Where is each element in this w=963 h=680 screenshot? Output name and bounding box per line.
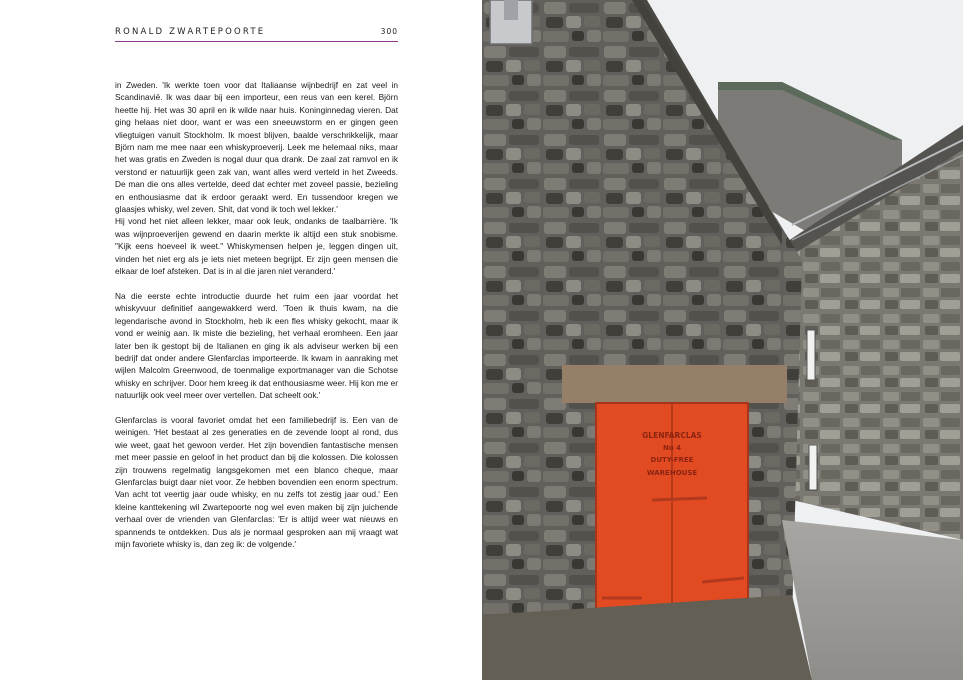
road (782, 520, 963, 680)
paragraph: in Zweden. 'Ik werkte toen voor dat Italiaanse wijnbedrijf en zat veel in Scandinavië. Ik was daar bij een importeur, een reus van een kerel. Björn heette hij. Het was 30 april en ik wilde naar huis. Koninginnedag vieren. Dat ging helaas niet door, want er was een sneeuwstorm en er gingen geen vliegtuigen vanuit Stockholm. Ik moest blijven, baalde verschrikkelijk, maar Björn nam me mee naar een whiskyproeverij. Leek me helemaal niks, maar het was gratis en Zweden is nogal duur qua drank. De zaal zat ramvol en ik verstond er natuurlijk geen zak van, want alles werd verteld in het Zweeds. De man die ons alles vertelde, deed dat echter met zoveel passie, bezieling en enthousiasme dat ik erdoor geraakt werd. En tussendoor kregen we glaasjes whisky, wel zeven. Shit, dat vond ik toch wel lekker.' (115, 80, 398, 215)
svg-text:No 4: No 4 (663, 444, 681, 452)
photo-illustration (482, 0, 963, 680)
svg-text:WAREHOUSE: WAREHOUSE (646, 469, 698, 477)
paragraph: Hij vond het niet alleen lekker, maar ook leuk, ondanks de taalbarrière. 'Ik was wijnproeverijen gewend en daarin merkte ik altijd een stuk snobisme. "Kijk eens hoeveel ik weet." Whiskymensen helpen je, leggen dingen uit, vinden het niet erg als je iets niet meteen begrijpt. Er zijn geen mensen die elkaar de loef afsteken. Dat is in al die jaren niet veranderd.' (115, 216, 398, 277)
window-1 (807, 330, 815, 380)
body-text (115, 79, 398, 550)
author-name: RONALD ZWARTEPOORTE (115, 27, 266, 37)
paragraph: Na die eerste echte introductie duurde het ruim een jaar voordat het whiskyvuur definitief aangewakkerd werd. 'Toen ik thuis kwam, na die legendarische avond in Stockholm, heb ik een fles whisky gekocht, maar ik vond er weinig aan. Ik miste die bezieling, het verhaal eromheen. Een jaar later ben ik gestopt bij de Italianen en ging ik als adviseur werken bij een bedrijf dat onder andere Glenfarclas importeerde. Ik kwam in aanraking met wijlen Malcolm Greenwood, de toenmalige exportmanager van die Schotse whisky en schrijver. Door hem kreeg ik dat enthousiasme weer. Hij kon me er natuurlijk ook veel meer over vertellen. Dat scheelt ook.' (115, 290, 398, 401)
running-head (115, 27, 398, 42)
page-number: 300 (380, 27, 398, 36)
svg-text:GLENFARCLAS: GLENFARCLAS (642, 431, 702, 440)
window-2 (809, 445, 817, 490)
svg-text:DUTY-FREE: DUTY-FREE (650, 456, 694, 464)
warehouse-photo (482, 0, 963, 680)
paragraph: Glenfarclas is vooral favoriet omdat het een familiebedrijf is. Een van de weinigen. 'Het bestaat al zes generaties en de zevende loopt al rond, dus wie weet, gaat het gewoon verder. Het zijn bovendien fantastische mensen met meer passie en geloof in het product dan bij die kolossen. Die kolossen zijn trouwens regelmatig langsgekomen met een blanco cheque, maar Glenfarclas buigt daar niet voor. Ze hebben bovendien een enorm spectrum. Van acht tot veertig jaar oude whisky, en nu zelfs tot zestig jaar oud.' Een kleine kanttekening wil Zwartepoorte nog wel even maken bij zijn juichende verhaal over de vrienden van Glenfarclas: 'Er is altijd weer wat nieuws en spannends te ontdekken. Dus als je normaal gesproken aan mij vraagt wat mijn favoriete whisky is, dan zeg ik: de volgende.' (115, 414, 398, 549)
door-bar (652, 498, 707, 500)
